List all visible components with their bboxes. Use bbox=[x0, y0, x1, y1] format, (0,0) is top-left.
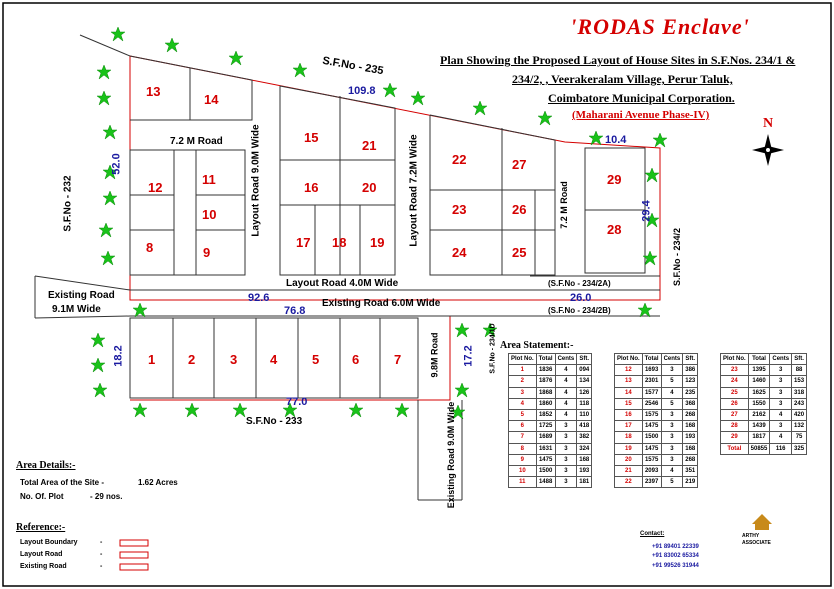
tree-icon bbox=[473, 101, 487, 115]
contact-phone[interactable]: +91 89401 22339 bbox=[652, 544, 699, 550]
table-cell: 1860 bbox=[536, 398, 555, 409]
column-header: Plot No. bbox=[615, 354, 643, 365]
table-cell: 3 bbox=[770, 421, 792, 432]
plot-number: 27 bbox=[512, 157, 527, 172]
plot-number: 6 bbox=[352, 352, 360, 367]
table-cell: 268 bbox=[683, 409, 698, 420]
plot-number: 23 bbox=[452, 202, 467, 217]
road-label: 7.2 M Road bbox=[558, 181, 569, 229]
plot-number: 12 bbox=[148, 180, 163, 195]
tree-icon bbox=[455, 323, 469, 337]
road-label: 9.8M Road bbox=[429, 332, 440, 378]
table-cell: 75 bbox=[792, 432, 807, 443]
table-cell: 4 bbox=[509, 398, 537, 409]
table-cell: 25 bbox=[721, 387, 749, 398]
table-row bbox=[615, 365, 698, 376]
survey-label: (S.F.No - 234/2A) bbox=[548, 279, 611, 288]
table-cell: 15 bbox=[615, 398, 643, 409]
area-table-1 bbox=[508, 353, 592, 488]
table-cell: 3 bbox=[509, 387, 537, 398]
plot-number: 28 bbox=[607, 222, 622, 237]
plot-count-label: No. Of. Plot bbox=[20, 492, 64, 501]
table-cell: 28 bbox=[721, 421, 749, 432]
table-cell: 325 bbox=[792, 443, 807, 454]
reference-heading: Reference:- bbox=[16, 522, 66, 533]
table-cell: 17 bbox=[615, 421, 643, 432]
tree-icon bbox=[165, 38, 179, 52]
plot-number: 7 bbox=[394, 352, 402, 367]
column-header: Total bbox=[536, 354, 555, 365]
table-cell: 219 bbox=[683, 477, 698, 488]
plot-number: 11 bbox=[202, 172, 216, 187]
column-header: Sft. bbox=[577, 354, 592, 365]
table-cell: 21 bbox=[615, 465, 643, 476]
table-cell: 118 bbox=[577, 398, 592, 409]
subtitle-line-2: 234/2, , Veerakeralam Village, Perur Taluk, bbox=[512, 72, 733, 86]
table-cell: 1577 bbox=[642, 387, 661, 398]
table-cell: 88 bbox=[792, 365, 807, 376]
column-header: Cents bbox=[555, 354, 577, 365]
table-row bbox=[615, 421, 698, 432]
table-cell: 8 bbox=[509, 443, 537, 454]
table-cell: 268 bbox=[683, 454, 698, 465]
column-header: Total bbox=[642, 354, 661, 365]
table-cell: 29 bbox=[721, 432, 749, 443]
table-cell: 3 bbox=[661, 421, 683, 432]
table-cell: 5 bbox=[661, 376, 683, 387]
table-cell: 1500 bbox=[536, 465, 555, 476]
table-cell: 9 bbox=[509, 454, 537, 465]
table-cell: 1693 bbox=[642, 365, 661, 376]
table-cell: 26 bbox=[721, 398, 749, 409]
table-cell: 1631 bbox=[536, 443, 555, 454]
tree-icon bbox=[93, 383, 107, 397]
plot-number: 15 bbox=[304, 130, 319, 145]
plot-number: 5 bbox=[312, 352, 320, 367]
table-row bbox=[509, 365, 592, 376]
project-title: 'RODAS Enclave' bbox=[570, 14, 750, 39]
tree-icon bbox=[455, 383, 469, 397]
table-cell: 2093 bbox=[642, 465, 661, 476]
tree-icon bbox=[185, 403, 199, 417]
tree-icon bbox=[97, 65, 111, 79]
table-cell: 20 bbox=[615, 454, 643, 465]
contact-phone[interactable]: +91 83002 65334 bbox=[652, 553, 699, 559]
table-cell: 1488 bbox=[536, 477, 555, 488]
tree-icon bbox=[233, 403, 247, 417]
table-row bbox=[615, 465, 698, 476]
table-cell: 1689 bbox=[536, 432, 555, 443]
table-cell: 193 bbox=[683, 432, 698, 443]
table-cell: 243 bbox=[792, 398, 807, 409]
column-header: Total bbox=[748, 354, 770, 365]
legend-label-layout-road: Layout Road bbox=[20, 551, 63, 558]
column-header: Sft. bbox=[792, 354, 807, 365]
table-cell: 116 bbox=[770, 443, 792, 454]
table-cell: 386 bbox=[683, 365, 698, 376]
tree-icon bbox=[99, 223, 113, 237]
plot-number: 9 bbox=[203, 245, 211, 260]
table-row bbox=[615, 432, 698, 443]
table-cell: 1852 bbox=[536, 409, 555, 420]
table-cell: 16 bbox=[615, 409, 643, 420]
table-cell: 5 bbox=[661, 477, 683, 488]
table-row bbox=[509, 409, 592, 420]
tree-icon bbox=[589, 131, 603, 145]
table-cell: 324 bbox=[577, 443, 592, 454]
road-label: 9.1M Wide bbox=[52, 304, 101, 315]
table-cell: 3 bbox=[770, 398, 792, 409]
table-cell: 153 bbox=[792, 376, 807, 387]
legend-label-boundary: Layout Boundary bbox=[20, 539, 78, 546]
plot-number: 21 bbox=[362, 138, 377, 153]
table-cell: 4 bbox=[555, 409, 577, 420]
table-cell: 4 bbox=[555, 365, 577, 376]
plot-number: 25 bbox=[512, 245, 527, 260]
area-details-heading: Area Details:- bbox=[16, 460, 76, 471]
table-cell: 181 bbox=[577, 477, 592, 488]
table-cell: 1725 bbox=[536, 421, 555, 432]
tree-icon bbox=[395, 403, 409, 417]
table-cell: 4 bbox=[661, 387, 683, 398]
table-cell: 2397 bbox=[642, 477, 661, 488]
table-cell: 23 bbox=[721, 365, 749, 376]
table-cell: 382 bbox=[577, 432, 592, 443]
tree-icon bbox=[91, 333, 105, 347]
tree-icon bbox=[103, 125, 117, 139]
boundary-dimension: 18.2 bbox=[112, 345, 125, 367]
plot-number: 13 bbox=[146, 84, 161, 99]
table-cell: 1475 bbox=[536, 454, 555, 465]
table-cell: 4 bbox=[555, 387, 577, 398]
survey-label: S.F.No - 233 bbox=[246, 416, 303, 427]
tree-icon bbox=[103, 191, 117, 205]
table-cell: 3 bbox=[555, 477, 577, 488]
road-label: 7.2 M Road bbox=[170, 136, 223, 147]
tree-icon bbox=[411, 91, 425, 105]
table-cell: 2162 bbox=[748, 409, 770, 420]
table-cell: 1550 bbox=[748, 398, 770, 409]
table-cell: 3 bbox=[661, 365, 683, 376]
table-cell: 126 bbox=[577, 387, 592, 398]
road-label: Layout Road 9.0M Wide bbox=[250, 124, 262, 237]
column-header: Plot No. bbox=[509, 354, 537, 365]
tree-icon bbox=[91, 358, 105, 372]
table-cell: 1817 bbox=[748, 432, 770, 443]
table-cell: 418 bbox=[577, 421, 592, 432]
boundary-dimension: 17.2 bbox=[462, 345, 475, 367]
tree-icon bbox=[133, 303, 147, 317]
table-row bbox=[721, 398, 807, 409]
survey-label: (S.F.No - 234/2B) bbox=[548, 306, 611, 315]
table-row bbox=[509, 454, 592, 465]
table-cell: 18 bbox=[615, 432, 643, 443]
road-label: Layout Road 7.2M Wide bbox=[408, 134, 420, 247]
boundary-dimension: 77.0 bbox=[286, 396, 308, 408]
tree-icon bbox=[101, 251, 115, 265]
plot-number: 22 bbox=[452, 152, 467, 167]
plot-number: 16 bbox=[304, 180, 319, 195]
table-cell: 3 bbox=[555, 454, 577, 465]
column-header: Plot No. bbox=[721, 354, 749, 365]
north-arrow-icon bbox=[752, 134, 784, 166]
table-row bbox=[509, 443, 592, 454]
table-cell: 24 bbox=[721, 376, 749, 387]
company-logo-icon bbox=[752, 514, 772, 530]
boundary-dimension: 29.4 bbox=[640, 200, 653, 222]
tree-icon bbox=[653, 133, 667, 147]
tree-icon bbox=[383, 83, 397, 97]
table-cell: 168 bbox=[577, 454, 592, 465]
layout-boundary-south bbox=[130, 316, 450, 400]
plot-number: 8 bbox=[146, 240, 154, 255]
table-cell: 3 bbox=[555, 432, 577, 443]
table-cell: 4 bbox=[770, 409, 792, 420]
table-row bbox=[509, 477, 592, 488]
table-cell: 351 bbox=[683, 465, 698, 476]
table-cell: 1475 bbox=[642, 421, 661, 432]
table-cell: 123 bbox=[683, 376, 698, 387]
table-cell: 168 bbox=[683, 443, 698, 454]
table-cell: 132 bbox=[792, 421, 807, 432]
table-row bbox=[615, 409, 698, 420]
table-row bbox=[615, 454, 698, 465]
plot-number: 17 bbox=[296, 235, 311, 250]
table-cell: 3 bbox=[661, 443, 683, 454]
plot-number: 29 bbox=[607, 172, 622, 187]
table-cell: 4 bbox=[555, 376, 577, 387]
boundary-dimension: 76.8 bbox=[284, 305, 306, 317]
table-cell: 420 bbox=[792, 409, 807, 420]
table-cell: 6 bbox=[509, 421, 537, 432]
area-statement-heading: Area Statement:- bbox=[500, 340, 574, 351]
table-cell: 3 bbox=[770, 365, 792, 376]
area-table-2 bbox=[614, 353, 698, 488]
area-total-value: 1.62 Acres bbox=[138, 478, 178, 487]
table-cell: 235 bbox=[683, 387, 698, 398]
table-cell: 3 bbox=[555, 465, 577, 476]
boundary-dimension: 10.4 bbox=[605, 134, 627, 146]
plot-number: 19 bbox=[370, 235, 385, 250]
plot-number: 10 bbox=[202, 207, 217, 222]
legend-swatch-boundary bbox=[120, 540, 148, 546]
legend-label-existing-road: Existing Road bbox=[20, 563, 67, 570]
table-cell: 50855 bbox=[748, 443, 770, 454]
table-row bbox=[509, 398, 592, 409]
plot-number: 14 bbox=[204, 92, 219, 107]
phase-label: (Maharani Avenue Phase-IV) bbox=[572, 109, 710, 121]
contact-phone[interactable]: +91 99526 31944 bbox=[652, 563, 699, 569]
table-row bbox=[615, 443, 698, 454]
table-cell: 4 bbox=[661, 465, 683, 476]
table-cell: Total bbox=[721, 443, 749, 454]
plot-number: 2 bbox=[188, 352, 196, 367]
plot-number: 1 bbox=[148, 352, 156, 367]
table-row bbox=[509, 432, 592, 443]
table-cell: 368 bbox=[683, 398, 698, 409]
logo-text: ASSOCIATE bbox=[742, 540, 771, 546]
table-cell: 2 bbox=[509, 376, 537, 387]
tree-icon bbox=[229, 51, 243, 65]
table-cell: 2546 bbox=[642, 398, 661, 409]
table-cell: 1836 bbox=[536, 365, 555, 376]
table-cell: 11 bbox=[509, 477, 537, 488]
tree-icon bbox=[133, 403, 147, 417]
contact-heading: Contact: bbox=[640, 531, 665, 537]
legend-sep: - bbox=[100, 563, 103, 570]
road-label: Layout Road 4.0M Wide bbox=[286, 278, 399, 289]
road-label: Existing Road 6.0M Wide bbox=[322, 298, 441, 309]
tree-icon bbox=[638, 303, 652, 317]
legend-swatch-layout-road bbox=[120, 552, 148, 558]
plot-count-value: - 29 nos. bbox=[90, 492, 123, 501]
table-cell: 13 bbox=[615, 376, 643, 387]
table-cell: 1395 bbox=[748, 365, 770, 376]
table-row bbox=[721, 409, 807, 420]
table-cell: 1500 bbox=[642, 432, 661, 443]
table-cell: 4 bbox=[555, 398, 577, 409]
survey-label: S.F.No - 234/2 bbox=[672, 227, 683, 287]
table-cell: 110 bbox=[577, 409, 592, 420]
table-row bbox=[721, 376, 807, 387]
north-label: N bbox=[763, 116, 774, 131]
tree-icon bbox=[97, 91, 111, 105]
survey-label: S.F.No - 234/1D bbox=[489, 323, 497, 374]
plot-number: 20 bbox=[362, 180, 377, 195]
boundary-dimension: 109.8 bbox=[348, 85, 376, 97]
boundary-dimension: 26.0 bbox=[570, 292, 592, 304]
plot-number: 3 bbox=[230, 352, 238, 367]
table-cell: 2301 bbox=[642, 376, 661, 387]
survey-label: S.F.No - 232 bbox=[62, 175, 74, 232]
table-row bbox=[721, 387, 807, 398]
table-cell: 19 bbox=[615, 443, 643, 454]
table-cell: 3 bbox=[661, 454, 683, 465]
table-cell: 1439 bbox=[748, 421, 770, 432]
table-cell: 5 bbox=[509, 409, 537, 420]
table-cell: 134 bbox=[577, 376, 592, 387]
table-cell: 3 bbox=[661, 409, 683, 420]
legend-sep: - bbox=[100, 539, 103, 546]
table-cell: 3 bbox=[555, 421, 577, 432]
tree-icon bbox=[645, 168, 659, 182]
table-row bbox=[509, 376, 592, 387]
column-header: Sft. bbox=[683, 354, 698, 365]
area-table-3 bbox=[720, 353, 807, 455]
plot-number: 24 bbox=[452, 245, 467, 260]
road-label: Existing Road bbox=[48, 290, 115, 301]
table-cell: 1575 bbox=[642, 454, 661, 465]
survey-label: S.F.No - 235 bbox=[321, 54, 385, 78]
subtitle-line-1: Plan Showing the Proposed Layout of House Sites in S.F.Nos. 234/1 & bbox=[440, 53, 796, 67]
table-cell: 1625 bbox=[748, 387, 770, 398]
legend-sep: - bbox=[100, 551, 103, 558]
table-cell: 1460 bbox=[748, 376, 770, 387]
table-cell: 168 bbox=[683, 421, 698, 432]
plot-number: 18 bbox=[332, 235, 347, 250]
logo-text: ARTHY bbox=[742, 533, 760, 539]
table-cell: 3 bbox=[661, 432, 683, 443]
table-row bbox=[615, 477, 698, 488]
tree-icon bbox=[538, 111, 552, 125]
north-edge-extension bbox=[80, 35, 130, 56]
table-row bbox=[509, 387, 592, 398]
legend-swatch-existing-road bbox=[120, 564, 148, 570]
area-total-label: Total Area of the Site - bbox=[20, 478, 105, 487]
table-cell: 4 bbox=[770, 432, 792, 443]
table-row bbox=[615, 398, 698, 409]
table-cell: 094 bbox=[577, 365, 592, 376]
table-cell: 3 bbox=[770, 376, 792, 387]
table-row bbox=[721, 421, 807, 432]
existing-road-edge bbox=[35, 316, 130, 318]
table-cell: 318 bbox=[792, 387, 807, 398]
table-cell: 1868 bbox=[536, 387, 555, 398]
table-cell: 10 bbox=[509, 465, 537, 476]
table-row bbox=[615, 387, 698, 398]
table-cell: 22 bbox=[615, 477, 643, 488]
column-header: Cents bbox=[770, 354, 792, 365]
table-cell: 3 bbox=[770, 387, 792, 398]
table-cell: 27 bbox=[721, 409, 749, 420]
table-row bbox=[509, 465, 592, 476]
table-row bbox=[721, 432, 807, 443]
boundary-dimension: 92.6 bbox=[248, 292, 270, 304]
existing-road-edge bbox=[35, 276, 130, 290]
table-cell: 14 bbox=[615, 387, 643, 398]
table-cell: 5 bbox=[661, 398, 683, 409]
table-cell: 1575 bbox=[642, 409, 661, 420]
column-header: Cents bbox=[661, 354, 683, 365]
plot-number: 26 bbox=[512, 202, 527, 217]
table-cell: 12 bbox=[615, 365, 643, 376]
tree-icon bbox=[349, 403, 363, 417]
table-cell: 1876 bbox=[536, 376, 555, 387]
plot-number: 4 bbox=[270, 352, 278, 367]
tree-icon bbox=[293, 63, 307, 77]
table-cell: 1475 bbox=[642, 443, 661, 454]
table-cell: 1 bbox=[509, 365, 537, 376]
table-row bbox=[721, 443, 807, 454]
table-row bbox=[721, 365, 807, 376]
table-cell: 7 bbox=[509, 432, 537, 443]
table-cell: 193 bbox=[577, 465, 592, 476]
subtitle-line-3: Coimbatore Municipal Corporation. bbox=[548, 91, 735, 105]
tree-icon bbox=[111, 27, 125, 41]
table-cell: 3 bbox=[555, 443, 577, 454]
boundary-dimension: 52.0 bbox=[110, 153, 123, 175]
table-row bbox=[615, 376, 698, 387]
road-label: Existing Road 9.0M Wide bbox=[446, 401, 457, 509]
table-row bbox=[509, 421, 592, 432]
